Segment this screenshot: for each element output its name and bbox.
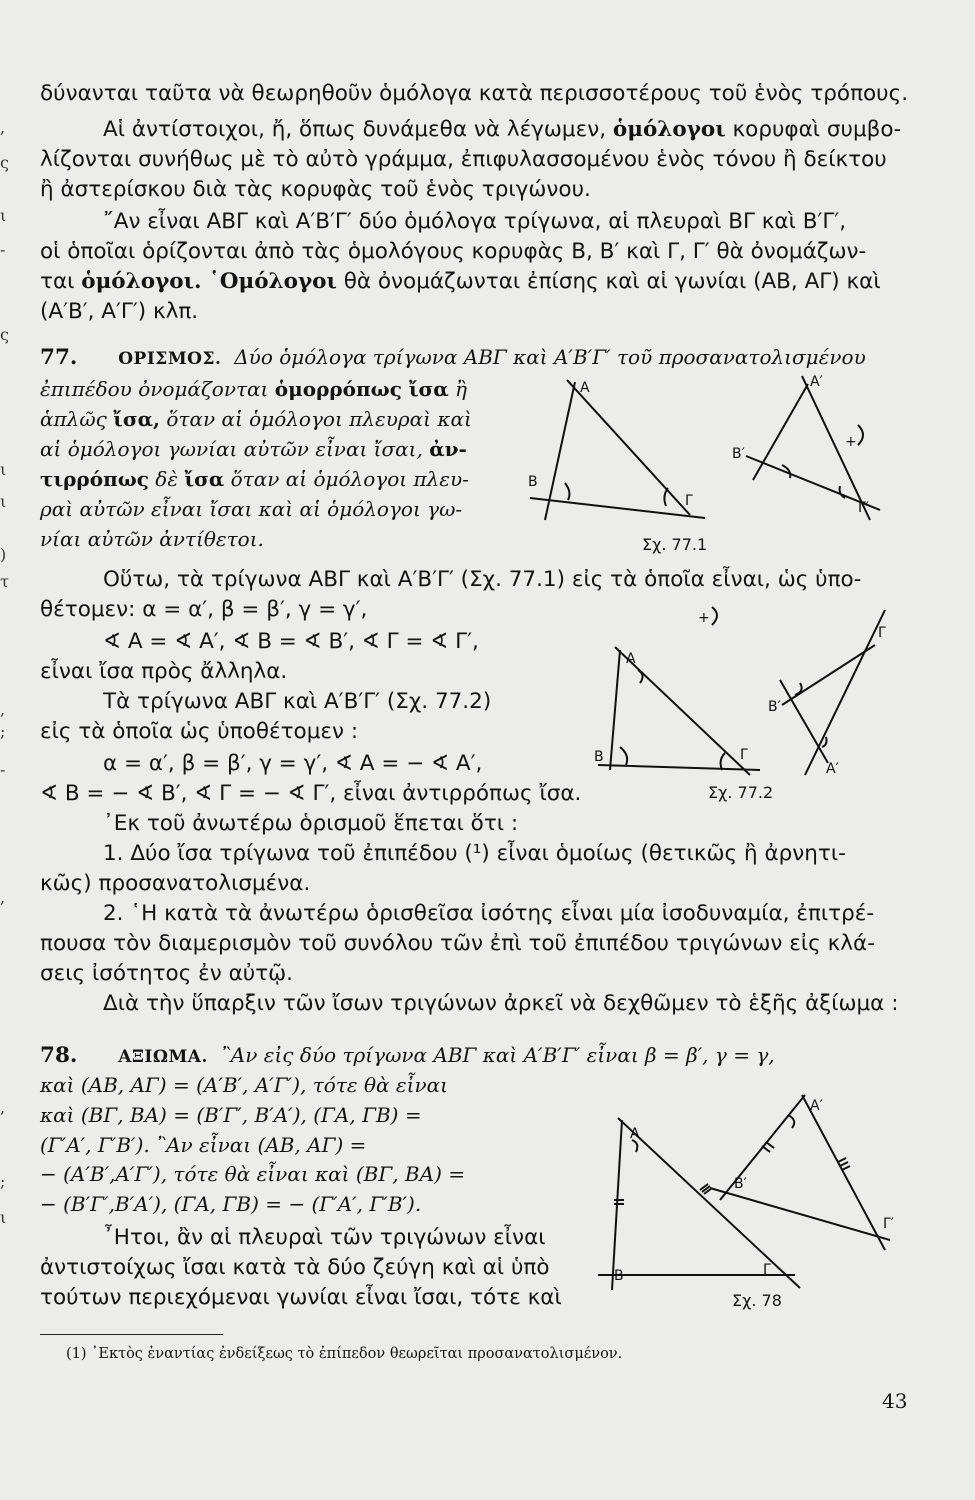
- margin-mark: ς: [0, 153, 9, 172]
- section-number: 77.: [40, 345, 78, 370]
- margin-mark: τ: [0, 572, 9, 591]
- margin-mark: ι: [0, 206, 7, 225]
- label-B2: B′: [734, 1176, 747, 1192]
- text-line: Τὰ τρίγωνα ΑΒΓ καὶ Α′Β′Γ′ (Σχ. 77.2): [103, 689, 492, 714]
- text-line: θέτομεν: α = α′, β = β′, γ = γ′,: [40, 597, 368, 622]
- text-line: 1. Δύο ἴσα τρίγωνα τοῦ ἐπιπέδου (¹) εἶναι ὁμοίως (θετικῶς ἢ ἀρνητι-: [103, 841, 846, 866]
- margin-mark: ς: [0, 325, 9, 344]
- bold-term: ὁμόλογοι: [612, 117, 726, 142]
- section-title: ΟΡΙΣΜΟΣ.: [118, 349, 222, 369]
- figure-caption: Σχ. 77.2: [708, 783, 774, 802]
- text-line: εἶναι ἴσα πρὸς ἄλληλα.: [40, 659, 288, 684]
- text-line: πουσα τὸν διαμερισμὸν τοῦ συνόλου τῶν ἐπὶ τοῦ ἐπιπέδου τριγώνων εἰς κλά-: [40, 931, 875, 956]
- text-line: − (Α′Β′,Α′Γ′), τότε θὰ εἶναι καὶ (ΒΓ, ΒΑ) =: [40, 1162, 465, 1186]
- text-line: νίαι αὐτῶν ἀντίθετοι.: [40, 527, 264, 551]
- bold-term: ὁμόλογοι. ῾Ομόλογοι: [81, 269, 337, 294]
- figure-77-2: [590, 595, 910, 800]
- text-line: ἀντιστοίχως ἴσαι κατὰ τὰ δύο ζεύγη καὶ αἱ ὑπὸ: [40, 1255, 550, 1280]
- section-number: 78.: [40, 1043, 78, 1068]
- label-A: A: [626, 651, 636, 667]
- label-B: B: [594, 749, 604, 765]
- footnote: (1) ᾿Εκτὸς ἐναντίας ἐνδείξεως τὸ ἐπίπεδον θεωρεῖται προσανατολισμένον.: [66, 1346, 623, 1362]
- label-A: A: [630, 1126, 640, 1142]
- text-line: λίζονται συνήθως μὲ τὸ αὐτὸ γράμμα, ἐπιφυλασσομένου ἑνὸς τόνου ἢ δείκτου: [40, 147, 887, 172]
- margin-mark: ι: [0, 1208, 7, 1227]
- text-line: ται ὁμόλογοι. ῾Ομόλογοι θὰ ὀνομάζωνται ἐπίσης καὶ αἱ γωνίαι (ΑΒ, ΑΓ) καὶ: [40, 269, 881, 294]
- margin-mark: ,: [0, 118, 6, 137]
- text-line: εἰς τὰ ὁποῖα ὡς ὑποθέτομεν :: [40, 719, 359, 744]
- figure-caption: Σχ. 78: [732, 1291, 782, 1310]
- label-plus: +: [698, 610, 710, 626]
- margin-mark: ,: [0, 700, 6, 719]
- definition-heading: 77. ΟΡΙΣΜΟΣ. Δύο ὁμόλογα τρίγωνα ΑΒΓ καὶ Α′Β′Γ′ τοῦ προσανατολισμένου: [40, 345, 866, 370]
- label-A2: A′: [826, 761, 839, 777]
- text-line: καὶ (ΒΓ, ΒΑ) = (Β′Γ′, Β′Α′), (ΓΑ, ΓΒ) =: [40, 1103, 422, 1127]
- text-line: α = α′, β = β′, γ = γ′, ∢ Α = − ∢ Α′,: [103, 751, 483, 776]
- text-line: οἱ ὁποῖαι ὁρίζονται ἀπὸ τὰς ὁμολόγους κορυφὰς Β, Β′ καὶ Γ, Γ′ θὰ ὀνομάζων-: [40, 239, 867, 264]
- label-G2: Γ: [878, 625, 886, 641]
- label-A2: A′: [810, 1098, 823, 1114]
- text-line: ἁπλῶς ἴσα, ὅταν αἱ ὁμόλογοι πλευραὶ καὶ: [40, 407, 472, 431]
- figure-77-1: [520, 370, 900, 550]
- text-line: δύνανται ταῦτα νὰ θεωρηθοῦν ὁμόλογα κατὰ περισσοτέρους τοῦ ἑνὸς τρόπους.: [40, 81, 909, 106]
- label-A: A: [580, 380, 590, 396]
- label-G2: Γ′: [858, 500, 869, 516]
- label-G: Γ: [740, 747, 748, 763]
- figure-caption: Σχ. 77.1: [642, 535, 708, 554]
- text-line: Αἱ ἀντίστοιχοι, ἤ, ὅπως δυνάμεθα νὰ λέγωμεν, ὁμόλογοι κορυφαὶ συμβο-: [103, 117, 902, 142]
- text-line: (Γ′Α′, Γ′Β′). ῍Αν εἶναι (ΑΒ, ΑΓ) =: [40, 1133, 367, 1157]
- text-line: − (Β′Γ′,Β′Α′), (ΓΑ, ΓΒ) = − (Γ′Α′, Γ′Β′).: [40, 1192, 422, 1216]
- margin-mark: ,: [0, 888, 6, 907]
- text-line: ἐπιπέδου ὀνομάζονται ὁμορρόπως ἴσα ἢ: [40, 377, 467, 401]
- margin-mark: ;: [0, 722, 6, 741]
- margin-mark: ι: [0, 492, 7, 511]
- text-line: σεις ἰσότητος ἐν αὐτῷ.: [40, 961, 294, 986]
- text-line: ἢ ἀστερίσκου διὰ τὰς κορυφὰς τοῦ ἑνὸς τριγώνου.: [40, 177, 591, 202]
- text-line: αἱ ὁμόλογοι γωνίαι αὐτῶν εἶναι ἴσαι, ἀν-: [40, 437, 467, 461]
- text-line: ∢ Β = − ∢ Β′, ∢ Γ = − ∢ Γ′, εἶναι ἀντιρρόπως ἴσα.: [40, 781, 582, 806]
- page-number: 43: [882, 1389, 908, 1413]
- label-plus: +: [845, 434, 857, 450]
- label-G: Γ: [685, 493, 693, 509]
- text-line: τιρρόπως δὲ ἴσα ὅταν αἱ ὁμόλογοι πλευ-: [40, 467, 469, 491]
- margin-mark: -: [0, 240, 6, 259]
- text-line: ∢ Α = ∢ Α′, ∢ Β = ∢ Β′, ∢ Γ = ∢ Γ′,: [103, 629, 479, 654]
- margin-mark: ι: [0, 460, 7, 479]
- text-line: ραὶ αὐτῶν εἶναι ἴσαι καὶ αἱ ὁμόλογοι γω-: [40, 497, 463, 521]
- label-B: B: [528, 474, 538, 490]
- text-line: ᾿Εκ τοῦ ἀνωτέρω ὁρισμοῦ ἕπεται ὅτι :: [103, 811, 519, 836]
- text-line: (Α′Β′, Α′Γ′) κλπ.: [40, 299, 199, 324]
- margin-mark: ;: [0, 1172, 6, 1191]
- footnote-rule: [40, 1334, 223, 1335]
- text-line: ῎Αν εἶναι ΑΒΓ καὶ Α′Β′Γ′ δύο ὁμόλογα τρίγωνα, αἱ πλευραὶ ΒΓ καὶ Β′Γ′,: [103, 209, 847, 234]
- label-B2: B′: [732, 446, 745, 462]
- text-line: ῏Ητοι, ἂν αἱ πλευραὶ τῶν τριγώνων εἶναι: [103, 1225, 546, 1250]
- text-line: Οὕτω, τὰ τρίγωνα ΑΒΓ καὶ Α′Β′Γ′ (Σχ. 77.1) εἰς τὰ ὁποῖα εἶναι, ὡς ὑπο-: [103, 567, 862, 592]
- section-title: ΑΞΙΩΜΑ.: [118, 1047, 208, 1067]
- text-line: καὶ (ΑΒ, ΑΓ) = (Α′Β′, Α′Γ′), τότε θὰ εἶναι: [40, 1073, 448, 1097]
- figure-78: [590, 1080, 910, 1305]
- label-B2: B′: [768, 699, 781, 715]
- text-line: τούτων περιεχόμεναι γωνίαι εἶναι ἴσαι, τότε καὶ: [40, 1285, 562, 1310]
- text-line: 2. ῾Η κατὰ τὰ ἀνωτέρω ὁρισθεῖσα ἰσότης εἶναι μία ἰσοδυναμία, ἐπιτρέ-: [103, 901, 875, 926]
- label-G2: Γ′: [883, 1216, 894, 1232]
- text-line: κῶς) προσανατολισμένα.: [40, 871, 311, 896]
- text-line: Διὰ τὴν ὕπαρξιν τῶν ἴσων τριγώνων ἀρκεῖ νὰ δεχθῶμεν τὸ ἑξῆς ἀξίωμα :: [103, 991, 899, 1016]
- label-G: Γ: [763, 1262, 771, 1278]
- axiom-heading: 78. ΑΞΙΩΜΑ. ῍Αν εἰς δύο τρίγωνα ΑΒΓ καὶ Α′Β′Γ′ εἶναι β = β′, γ = γ,: [40, 1043, 775, 1068]
- margin-mark: ): [0, 545, 7, 564]
- margin-mark: -: [0, 760, 6, 779]
- label-B: B: [614, 1268, 624, 1284]
- margin-mark: ,: [0, 1098, 6, 1117]
- label-A2: A′: [810, 374, 823, 390]
